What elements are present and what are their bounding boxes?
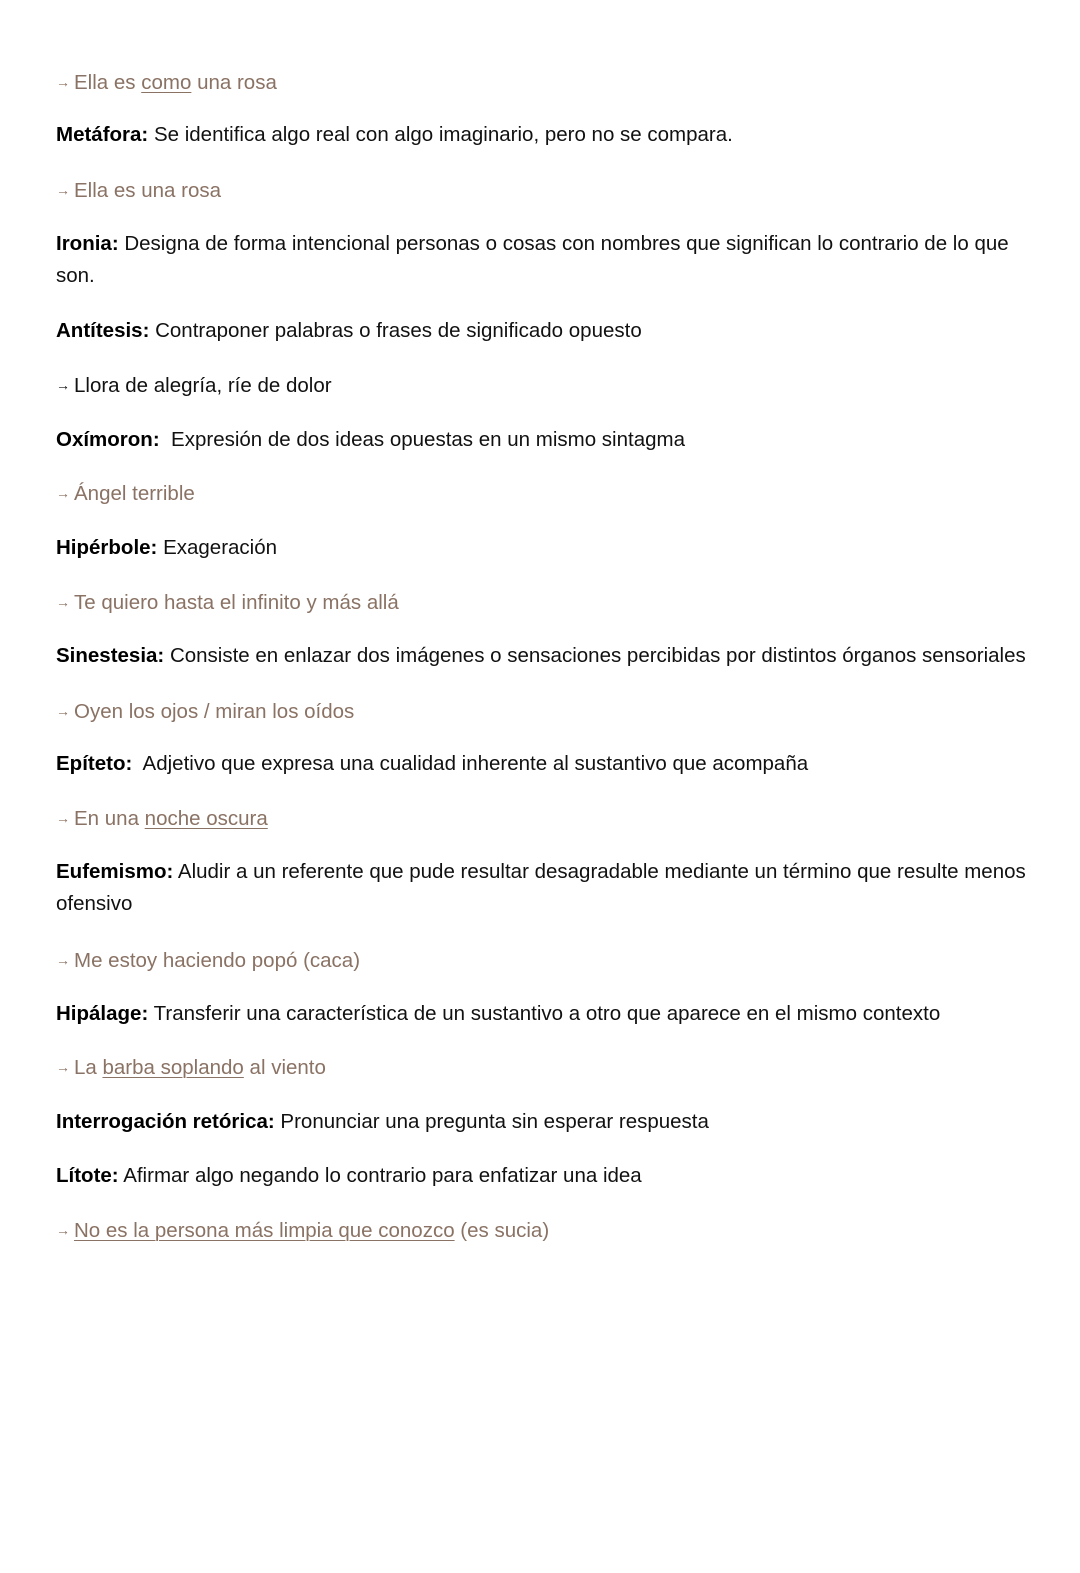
arrow-icon: → bbox=[56, 74, 70, 90]
arrow-icon: → bbox=[56, 377, 70, 393]
example-eufemismo: → Me estoy haciendo popó (caca) bbox=[56, 944, 1026, 977]
term-label: Interrogación retórica: bbox=[56, 1110, 275, 1133]
term-label: Lítote: bbox=[56, 1164, 119, 1187]
definition-antitesis: Antítesis: Contraponer palabras o frases de significado opuesto bbox=[56, 319, 642, 342]
term-label: Eufemismo: bbox=[56, 860, 174, 883]
definition-hiperbole: Hipérbole: Exageración bbox=[56, 536, 278, 559]
term-label: Epíteto: bbox=[56, 752, 133, 775]
term-label: Oxímoron: bbox=[56, 428, 160, 451]
example-simil: → Ella es como una rosa bbox=[56, 66, 1026, 99]
definition-ironia: Ironia: Designa de forma intencional personas o cosas con nombres que significan lo contrario de lo que son. bbox=[56, 232, 1009, 287]
example-antitesis: → Llora de alegría, ríe de dolor bbox=[56, 369, 1026, 402]
definition-litote: Lítote: Afirmar algo negando lo contrario para enfatizar una idea bbox=[56, 1164, 642, 1187]
term-label: Hipérbole: bbox=[56, 536, 158, 559]
definition-interrogacion-retorica: Interrogación retórica: Pronunciar una pregunta sin esperar respuesta bbox=[56, 1110, 709, 1133]
definition-hipalage: Hipálage: Transferir una característica de un sustantivo a otro que aparece en el mismo contexto bbox=[56, 1002, 941, 1025]
example-hipalage: → La barba soplando al viento bbox=[56, 1051, 1026, 1084]
term-label: Metáfora: bbox=[56, 123, 149, 146]
definition-oximoron: Oxímoron: Expresión de dos ideas opuestas en un mismo sintagma bbox=[56, 428, 685, 451]
arrow-icon: → bbox=[56, 703, 70, 719]
example-metafora: → Ella es una rosa bbox=[56, 174, 1026, 207]
arrow-icon: → bbox=[56, 1059, 70, 1075]
term-label: Hipálage: bbox=[56, 1002, 149, 1025]
arrow-icon: → bbox=[56, 952, 70, 968]
arrow-icon: → bbox=[56, 485, 70, 501]
term-label: Ironia: bbox=[56, 232, 119, 255]
example-litote: → No es la persona más limpia que conozco (es sucia) bbox=[56, 1214, 1026, 1247]
definition-metafora: Metáfora: Se identifica algo real con algo imaginario, pero no se compara. bbox=[56, 123, 733, 146]
term-label: Antítesis: bbox=[56, 319, 150, 342]
arrow-icon: → bbox=[56, 594, 70, 610]
example-oximoron: → Ángel terrible bbox=[56, 477, 1026, 510]
example-hiperbole: → Te quiero hasta el infinito y más allá bbox=[56, 586, 1026, 619]
example-epiteto: → En una noche oscura bbox=[56, 802, 1026, 835]
definition-sinestesia: Sinestesia: Consiste en enlazar dos imágenes o sensaciones percibidas por distintos órganos sensoriales bbox=[56, 644, 1026, 667]
arrow-icon: → bbox=[56, 1222, 70, 1238]
definition-eufemismo: Eufemismo: Aludir a un referente que pude resultar desagradable mediante un término que resulte menos ofensivo bbox=[56, 860, 1026, 915]
definition-epiteto: Epíteto: Adjetivo que expresa una cualidad inherente al sustantivo que acompaña bbox=[56, 752, 809, 775]
term-label: Sinestesia: bbox=[56, 644, 165, 667]
arrow-icon: → bbox=[56, 182, 70, 198]
arrow-icon: → bbox=[56, 810, 70, 826]
example-sinestesia: → Oyen los ojos / miran los oídos bbox=[56, 695, 1026, 728]
